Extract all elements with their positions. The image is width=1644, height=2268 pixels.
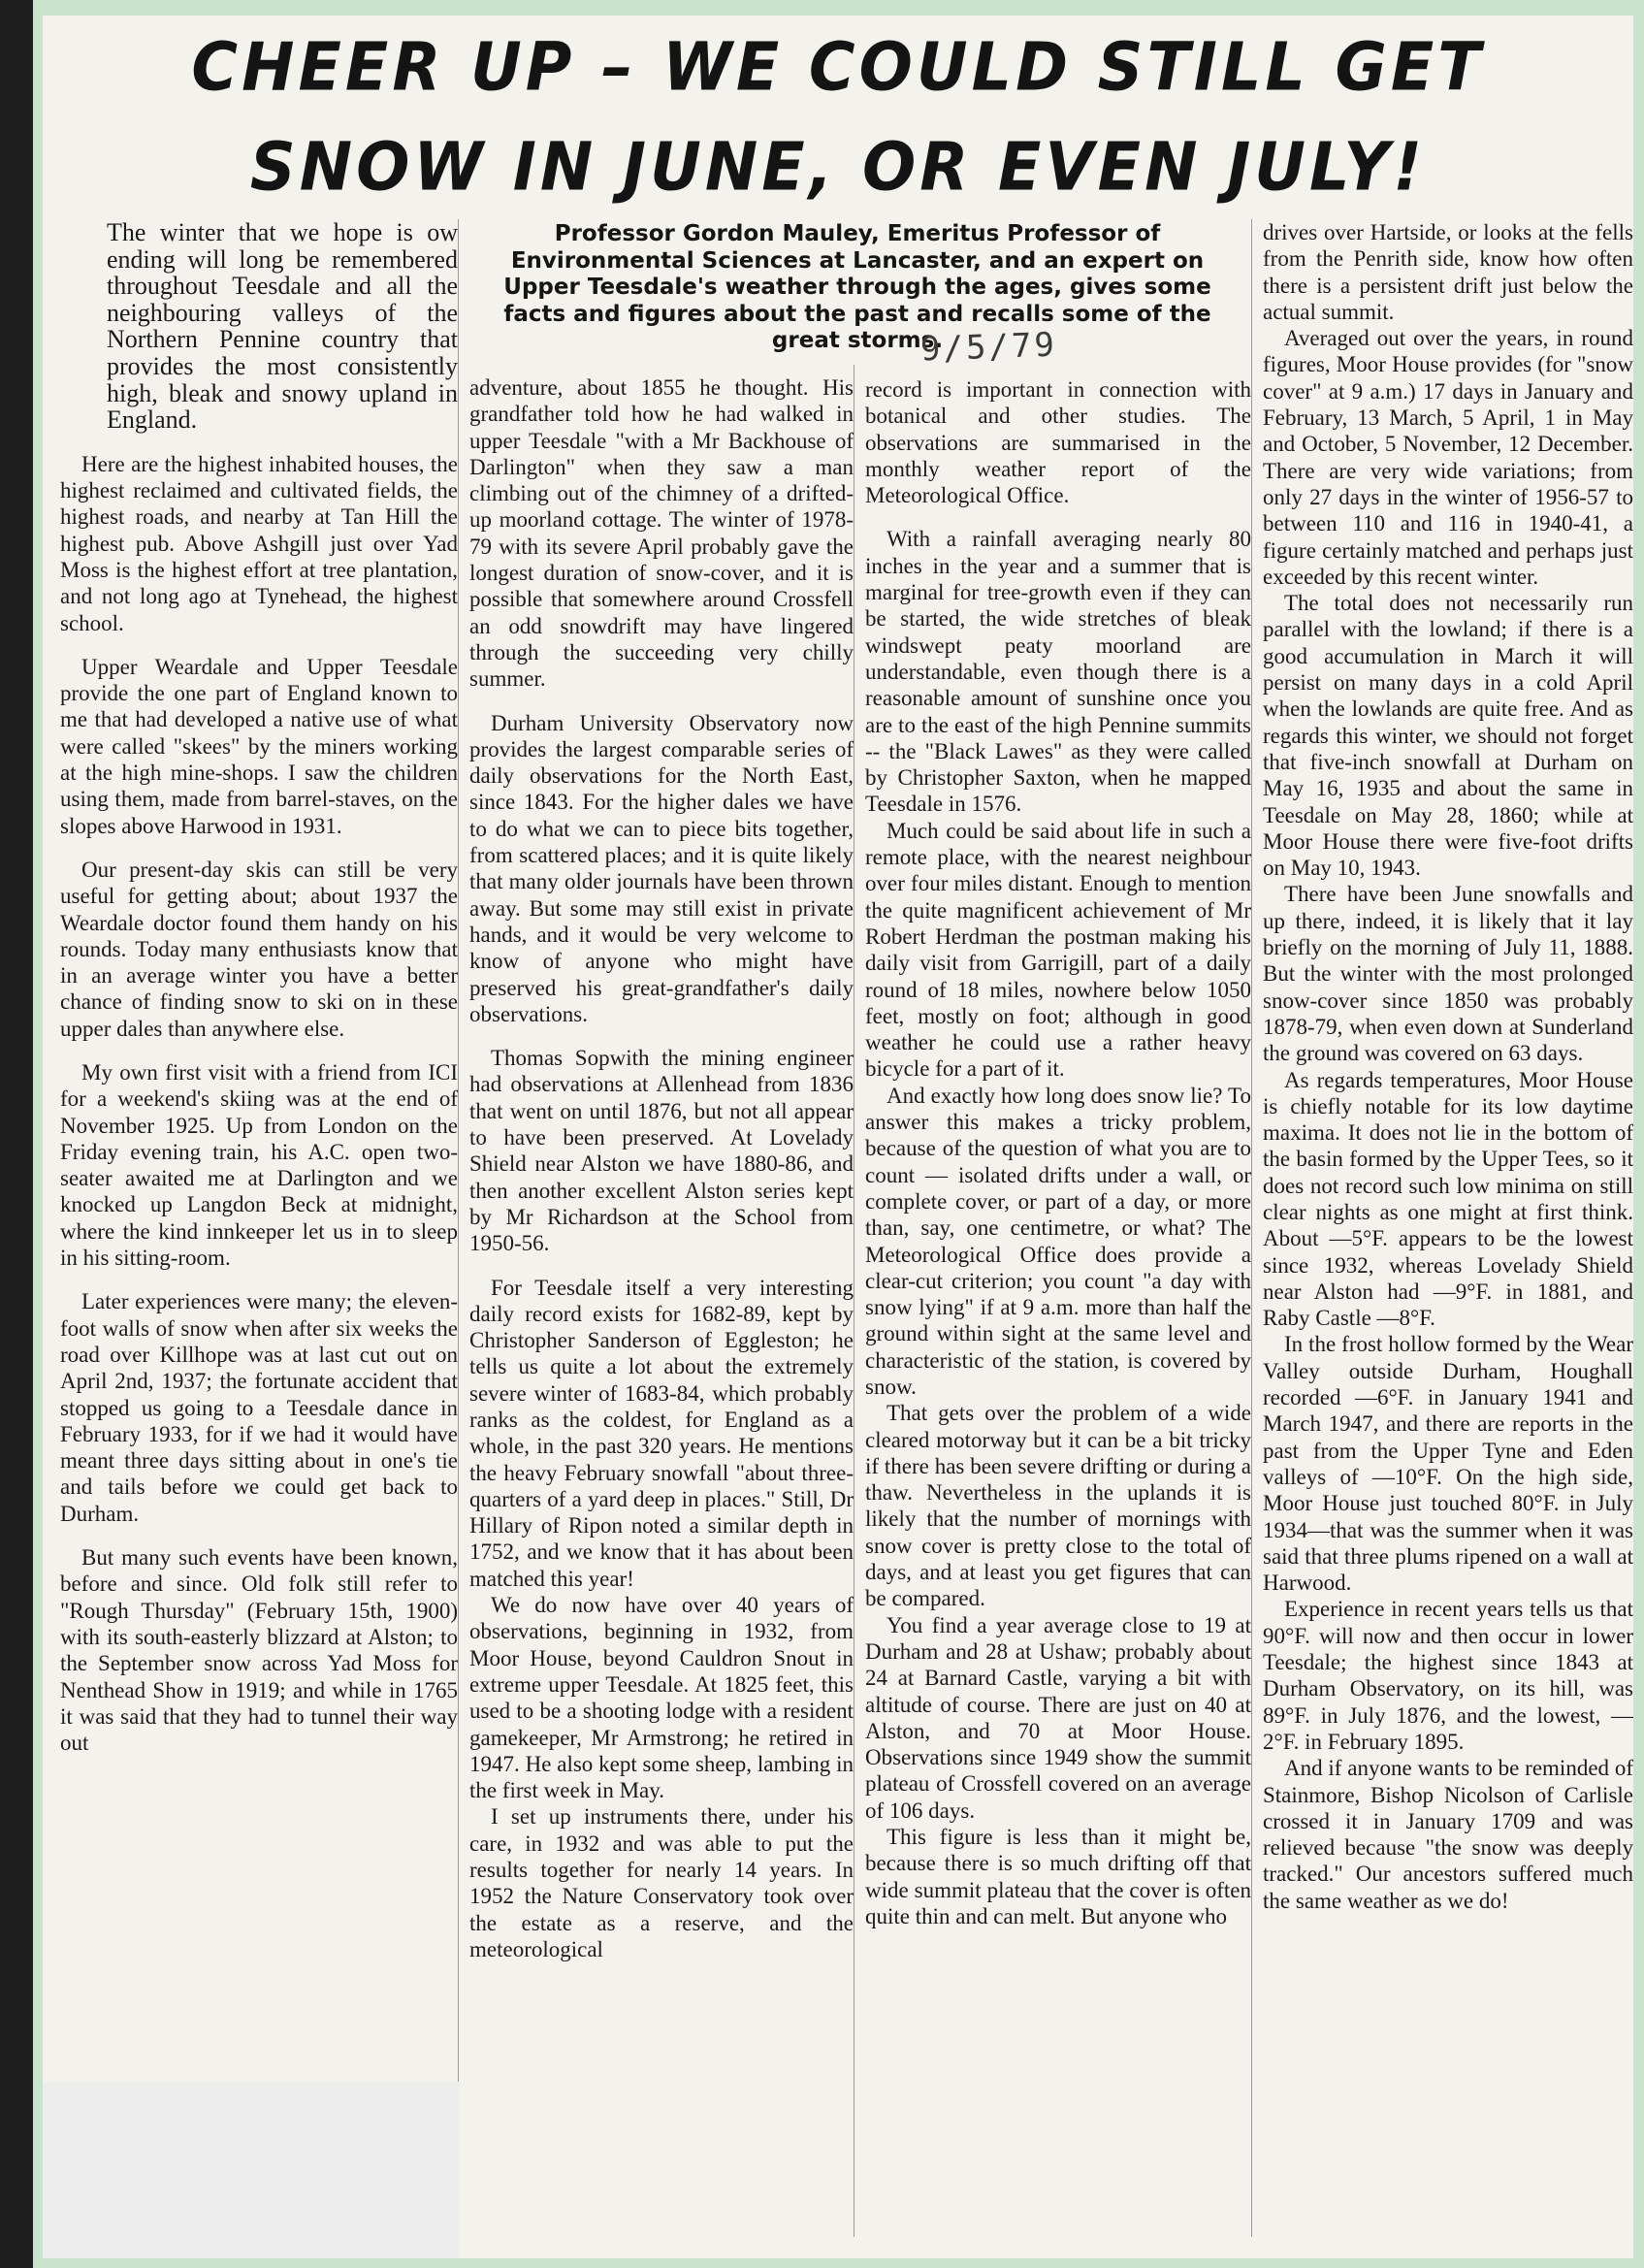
headline-line-2: SNOW IN JUNE, OR EVEN JULY! (249, 129, 1427, 207)
paragraph: For Teesdale itself a very interesting daily record exists for 1682-89, kept by Christopher Sanderson of Eggleston; he tells us quite a lot about the extremely severe winter of 1683-84, which probably ranks as the coldest, for England as a whole, in the past 320 years. He mentions the heavy February snowfall "about three-quarters of a yard deep in places." Still, Dr Hillary of Ripon noted a similar depth in 1752, and we know that it has about been matched this year! (469, 1275, 854, 1591)
article-column-2 (458, 374, 854, 2218)
paragraph: drives over Hartside, or looks at the fells from the Penrith side, know how often there is a persistent drift just below the actual summit. (1263, 220, 1633, 324)
article-column-1 (60, 219, 458, 2198)
article-column-4 (1251, 219, 1633, 2247)
article-column-3 (854, 376, 1251, 2219)
paragraph: Thomas Sopwith the mining engineer had observations at Allenhead from 1836 that went on until 1876, but not all appear to have been preserved. At Lovelady Shield near Alston we have 1880-86, and then another excellent Alston series kept by Mr Richardson at the School from 1950-56. (469, 1046, 854, 1256)
paragraph: With a rainfall averaging nearly 80 inches in the year and a summer that is marginal for tree-growth even if they can be started, the wide stretches of bleak windswept peaty moorland are understandable, even though there is a reasonable amount of sunshine once you are to the east of the high Pennine summits -- the "Black Lawes" as they were called by Christopher Saxton, when he mapped Teesdale in 1576. (865, 527, 1251, 817)
paragraph: record is important in connection with botanical and other studies. The observations are summarised in the monthly weather report of the Meteorological Office. (865, 377, 1251, 508)
paragraph: Much could be said about life in such a remote place, with the nearest neighbour over four miles distant. Enough to mention the quite magnificent achievement of Mr Robert Herdman the postman making his daily visit from Garrigill, part of a daily round of 18 miles, nowhere below 1050 feet, mostly on foot; although in good weather he could use a rather heavy bicycle for a part of it. (865, 818, 1251, 1082)
lede-paragraph: The winter that we hope is ow ending will long be remembered throughout Teesdale and all the neighbouring valleys of the Northern Pennine country that provides the most consistently high, bleak and snowy upland in England. (107, 219, 458, 435)
paragraph: Here are the highest inhabited houses, the highest reclaimed and cultivated fields, the highest roads, and nearby at Tan Hill the highest pub. Above Ashgill just over Yad Moss is the highest effort at tree plantation, and not long ago at Tynehead, the highest school. (60, 451, 458, 635)
paragraph: And if anyone wants to be reminded of Stainmore, Bishop Nicolson of Carlisle crossed it in January 1709 and was relieved because "the snow was deeply tracked." Our ancestors suffered much the same weather as we do! (1263, 1756, 1633, 1913)
paragraph: adventure, about 1855 he thought. His grandfather told how he had walked in upper Teesdale "with a Mr Backhouse of Darlington" when they saw a man climbing out of the chimney of a drifted-up moorland cottage. The winter of 1978-79 with its severe April probably gave the longest duration of snow-cover, and it is possible that somewhere around Crossfell an odd snowdrift may have lingered through the succeeding very chilly summer. (469, 375, 854, 692)
paragraph: There have been June snowfalls and up there, indeed, it is likely that it lay briefly on the morning of July 11, 1888. But the winter with the most prolonged snow-cover since 1850 was probably 1878-79, when even down at Sunderland the ground was covered on 63 days. (1263, 882, 1633, 1066)
scan-left-edge (0, 0, 33, 2268)
paragraph: Upper Weardale and Upper Teesdale provide the one part of England known to me that had developed a native use of what were called "skees" by the miners working at the high mine-shops. I saw the children using them, made from barrel-staves, on the slopes above Harwood in 1931. (60, 654, 458, 838)
paragraph: And exactly how long does snow lie? To answer this makes a tricky problem, because of the question of what you are to count — isolated drifts under a wall, or complete cover, or part of a day, or more than, say, one centimetre, or what? The Meteorological Office does provide a clear-cut criterion; you count "a day with snow lying" if at 9 a.m. more than half the ground within sight at the same level and characteristic of the station, is covered by snow. (865, 1083, 1251, 1399)
headline-line-1: CHEER UP – WE COULD STILL GET (191, 29, 1485, 107)
headline (81, 18, 1595, 218)
paragraph: My own first visit with a friend from ICI for a weekend's skiing was at the end of November 1925. Up from London on the Friday evening train, his A.C. open two-seater awaited me at Darlington and we knocked up Langdon Beck at midnight, where the kind innkeeper let us in to sleep in his sitting-room. (60, 1059, 458, 1271)
paragraph: I set up instruments there, under his care, in 1932 and was able to put the results together for nearly 14 years. In 1952 the Nature Conservatory took over the estate as a reserve, and the meteorological (469, 1804, 854, 1961)
paragraph: Averaged out over the years, in round figures, Moor House provides (for "snow cover" at 9 a.m.) 17 days in January and February, 13 March, 5 April, 1 in May and October, 5 November, 12 December. There are very wide variations; from only 27 days in the winter of 1956-57 to between 110 and 116 in 1940-41, a figure certainly matched and perhaps just exceeded by this recent winter. (1263, 326, 1633, 589)
paragraph: Later experiences were many; the eleven-foot walls of snow when after six weeks the road over Killhope was at last cut out on April 2nd, 1937; the fortunate accident that stopped us going to a Teesdale dance in February 1933, for if we had it would have meant three days sitting about in one's tie and tails before we could get back to Durham. (60, 1289, 458, 1526)
paragraph: That gets over the problem of a wide cleared motorway but it can be a bit tricky if there has been severe drifting or during a thaw. Nevertheless in the uplands it is likely that the number of mornings with snow cover is pretty close to the total of days, and at least you get figures that can be compared. (865, 1401, 1251, 1611)
paragraph: Experience in recent years tells us that 90°F. will now and then occur in lower Teesdale; the highest since 1843 at Durham Observatory, on its hill, was 89°F. in July 1876, and the lowest, —2°F. in February 1895. (1263, 1597, 1633, 1754)
paragraph: We do now have over 40 years of observations, beginning in 1932, from Moor House, beyond Cauldron Snout in extreme upper Teesdale. At 1825 feet, this used to be a shooting lodge with a resident gamekeeper, Mr Armstrong; he retired in 1947. He also kept some sheep, lambing in the first week in May. (469, 1593, 854, 1803)
blank-patch (43, 2082, 460, 2258)
paragraph: This figure is less than it might be, because there is so much drifting off that wide summit plateau that the cover is often quite thin and can melt. But anyone who (865, 1825, 1251, 1928)
paragraph: But many such events have been known, before and since. Old folk still refer to "Rough Thursday" (February 15th, 1900) with its south-easterly blizzard at Alston; to the September snow across Yad Moss for Nenthead Show in 1919; and while in 1765 it was said that they had to tunnel their way out (60, 1545, 458, 1756)
paragraph: Durham University Observatory now provides the largest comparable series of daily observations for the North East, since 1843. For the higher dales we have to do what we can to piece bits together, from scattered places; and it is quite likely that many older journals have been thrown away. But some may still exist in private hands, and it would be very welcome to know of anyone who might have preserved his great-grandfather's daily observations. (469, 710, 854, 1026)
paragraph: You find a year average close to 19 at Durham and 28 at Ushaw; probably about 24 at Barnard Castle, varying a bit with altitude of course. There are just on 40 at Alston, and 70 at Moor House. Observations since 1949 show the summit plateau of Crossfell covered on an average of 106 days. (865, 1612, 1251, 1823)
standfirst: Professor Gordon Mauley, Emeritus Professor of Environmental Sciences at Lancaster, and an expert on Upper Teesdale's weather through the ages, gives some facts and figures about the past and recalls some of the great storms. (503, 221, 1211, 353)
paragraph: Our present-day skis can still be very useful for getting about; about 1937 the Weardale doctor found them handy on his rounds. Today many enthusiasts know that in an average winter you have a better chance of finding snow to ski on in these upper dales than anywhere else. (60, 857, 458, 1041)
handwritten-date: 9/5/79 (919, 325, 1058, 370)
paragraph: The total does not necessarily run parallel with the lowland; if there is a good accumulation in March it will persist on many days in a cold April when the lowlands are quite free. And as regards this winter, we should not forget that five-inch snowfall at Durham on May 16, 1935 and about the same in Teesdale on May 28, 1860; while at Moor House there were five-foot drifts on May 10, 1943. (1263, 591, 1633, 881)
paragraph: In the frost hollow formed by the Wear Valley outside Durham, Houghall recorded —6°F. in January 1941 and March 1947, and there are reports in the past from the Upper Tyne and Eden valleys of —10°F. On the high side, Moor House just touched 80°F. in July 1934—that was the summer when it was said that three plums ripened on a wall at Harwood. (1263, 1332, 1633, 1596)
newspaper-clipping (43, 16, 1633, 2258)
paragraph: As regards temperatures, Moor House is chiefly notable for its low daytime maxima. It does not lie in the bottom of the basin formed by the Upper Tees, so it does not record such low minima on still clear nights as one might at first think. About —5°F. appears to be the lowest since 1932, whereas Lovelady Shield near Alston had —9°F. in 1881, and Raby Castle —8°F. (1263, 1067, 1633, 1331)
